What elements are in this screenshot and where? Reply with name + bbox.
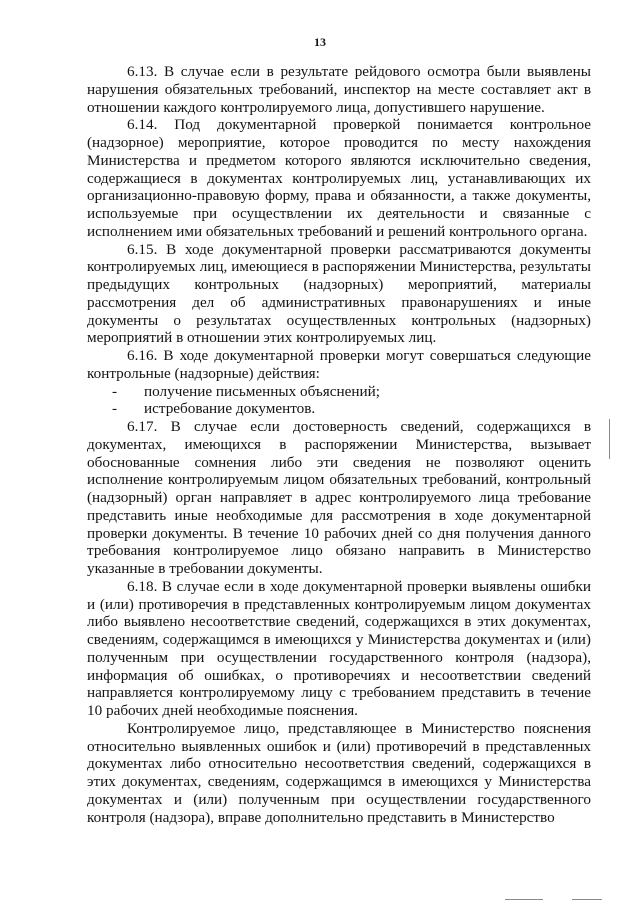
- paragraph-6-17: 6.17. В случае если достоверность сведений, содержащихся в документах, имеющихся в распоряжении Министерства, вызывает обоснованные сомнения либо эти сведения не позволяют оценить исполнение контролируемым лицом обязательных требований, контрольный (надзорный) орган направляет в адрес контролируемого лица требование представить иные необходимые для рассмотрения в ходе документарной проверки документы. В течение 10 рабочих дней со дня получения данного требования контролируемое лицо обязано направить в Министерство указанные в требовании документы.: [87, 418, 591, 577]
- scan-edge-mark: [572, 899, 602, 900]
- paragraph-explanations: Контролируемое лицо, представляющее в Министерство пояснения относительно выявленных ошибок и (или) противоречий в представленных документах либо относительно несоответствия сведений, содержащихся в этих документах, сведениям, содержащимся в имеющихся у Министерства документах и (или) полученным при осуществлении государственного контроля (надзора), вправе дополнительно представить в Министерство: [87, 719, 591, 826]
- page-number: 13: [314, 35, 326, 49]
- actions-list: [87, 383, 591, 419]
- paragraph-6-16: 6.16. В ходе документарной проверки могут совершаться следующие контрольные (надзорные) действия:: [87, 347, 591, 382]
- scan-edge-mark: [609, 419, 610, 459]
- paragraph-6-15: 6.15. В ходе документарной проверки рассматриваются документы контролируемых лиц, имеющиеся в распоряжении Министерства, результаты предыдущих контрольных (надзорных) мероприятий, материалы рассмотрения дел об административных правонарушениях и иные документы о результатах осуществленных контрольных (надзорных) мероприятий в отношении этих контролируемых лиц.: [87, 240, 591, 347]
- list-item: - истребование документов.: [87, 400, 591, 418]
- paragraph-6-14: 6.14. Под документарной проверкой понимается контрольное (надзорное) мероприятие, которое проводится по месту нахождения Министерства и предметом которого являются исключительно сведения, содержащиеся в документах контролируемых лиц, устанавливающих их организационно-правовую форму, права и обязанности, а также документы, используемые при осуществлении их деятельности и связанные с исполнением ими обязательных требований и решений контрольного органа.: [87, 116, 591, 240]
- scan-edge-mark: [505, 899, 543, 900]
- list-item: - получение письменных объяснений;: [87, 383, 591, 401]
- document-body: [87, 63, 591, 826]
- paragraph-6-13: 6.13. В случае если в результате рейдового осмотра были выявлены нарушения обязательных требований, инспектор на месте составляет акт в отношении каждого контролируемого лица, допустившего нарушение.: [87, 63, 591, 116]
- paragraph-6-18: 6.18. В случае если в ходе документарной проверки выявлены ошибки и (или) противоречия в представленных контролируемым лицом документах либо выявлено несоответствие сведений, содержащихся в этих документах, сведениям, содержащимся в имеющихся у Министерства документах и (или) полученным при осуществлении государственного контроля (надзора), информация об ошибках, о противоречиях и несоответствии сведений направляется контролируемому лицу с требованием представить в течение 10 рабочих дней необходимые пояснения.: [87, 577, 591, 719]
